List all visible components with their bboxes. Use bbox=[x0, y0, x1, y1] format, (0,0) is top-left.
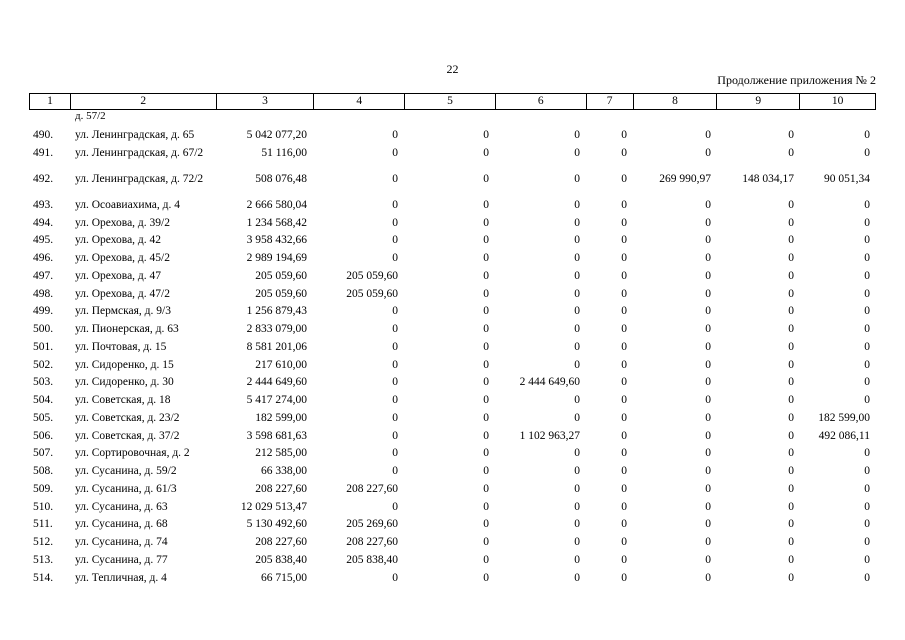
row-number: 501. bbox=[33, 340, 54, 353]
cell-c4: 0 bbox=[392, 447, 398, 460]
cell-c3: 66 338,00 bbox=[261, 465, 307, 477]
cell-c10: 0 bbox=[864, 536, 870, 548]
cell-c5: 0 bbox=[483, 518, 489, 531]
cell-c4: 205 838,40 bbox=[346, 553, 398, 566]
row-address: ул. Орехова, д. 45/2 bbox=[75, 252, 170, 264]
column-header: 8 bbox=[633, 94, 717, 109]
cell-c3: 205 059,60 bbox=[255, 269, 307, 282]
cell-c5: 0 bbox=[483, 323, 489, 335]
cell-c3: 51 116,00 bbox=[261, 146, 307, 159]
cell-c6: 0 bbox=[574, 252, 580, 264]
row-number: 513. bbox=[33, 553, 54, 566]
cell-c7: 0 bbox=[621, 571, 627, 584]
cell-c8: 0 bbox=[705, 323, 711, 335]
cell-c9: 0 bbox=[788, 340, 794, 353]
cell-c4: 0 bbox=[392, 394, 398, 406]
cell-c4: 0 bbox=[392, 500, 398, 513]
column-header: 5 bbox=[404, 94, 495, 109]
cell-c6: 0 bbox=[574, 146, 580, 159]
row-address: ул. Орехова, д. 47/2 bbox=[75, 287, 170, 300]
cell-c10: 0 bbox=[864, 129, 870, 141]
cell-c9: 0 bbox=[788, 198, 794, 211]
cell-c9: 0 bbox=[788, 394, 794, 406]
cell-c5: 0 bbox=[483, 216, 489, 229]
column-header: 7 bbox=[586, 94, 633, 109]
cell-c5: 0 bbox=[483, 146, 489, 159]
cell-c4: 205 059,60 bbox=[346, 287, 398, 300]
cell-c8: 0 bbox=[705, 287, 711, 300]
cell-c9: 0 bbox=[788, 358, 794, 371]
cell-c5: 0 bbox=[483, 198, 489, 211]
cell-c6: 0 bbox=[574, 500, 580, 513]
cell-c4: 205 269,60 bbox=[346, 518, 398, 531]
table-row bbox=[29, 447, 876, 465]
cell-c10: 0 bbox=[864, 252, 870, 264]
cell-c7: 0 bbox=[621, 252, 627, 264]
cell-c3: 205 838,40 bbox=[255, 553, 307, 566]
cell-c10: 0 bbox=[864, 571, 870, 584]
cell-c6: 0 bbox=[574, 358, 580, 371]
row-address: ул. Сусанина, д. 59/2 bbox=[75, 465, 177, 477]
cell-c7: 0 bbox=[621, 411, 627, 424]
row-address: ул. Тепличная, д. 4 bbox=[75, 571, 167, 584]
cell-c5: 0 bbox=[483, 269, 489, 282]
cell-c5: 0 bbox=[483, 340, 489, 353]
table-row bbox=[29, 129, 876, 147]
cell-c9: 0 bbox=[788, 323, 794, 335]
cell-c4: 0 bbox=[392, 146, 398, 159]
cell-c4: 0 bbox=[392, 376, 398, 389]
cell-c3: 66 715,00 bbox=[261, 571, 307, 584]
cell-c6: 0 bbox=[574, 340, 580, 353]
cell-c8: 0 bbox=[705, 376, 711, 389]
cell-c8: 269 990,97 bbox=[659, 172, 711, 185]
table-row bbox=[29, 394, 876, 412]
row-address: ул. Почтовая, д. 15 bbox=[75, 340, 167, 353]
cell-c9: 0 bbox=[788, 376, 794, 389]
cell-c10: 0 bbox=[864, 358, 870, 371]
cell-c4: 0 bbox=[392, 252, 398, 264]
cell-c5: 0 bbox=[483, 571, 489, 584]
table-body bbox=[29, 129, 876, 589]
row-number: 492. bbox=[33, 172, 54, 185]
row-address: ул. Ленинградская, д. 65 bbox=[75, 129, 195, 141]
row-address: ул. Сусанина, д. 68 bbox=[75, 518, 168, 531]
row-address: ул. Орехова, д. 39/2 bbox=[75, 216, 170, 229]
cell-c8: 0 bbox=[705, 411, 711, 424]
cell-c10: 0 bbox=[864, 465, 870, 477]
cell-c5: 0 bbox=[483, 358, 489, 371]
table-row bbox=[29, 199, 876, 217]
cell-c3: 182 599,00 bbox=[255, 411, 307, 424]
page-number: 22 bbox=[446, 62, 459, 76]
cell-c7: 0 bbox=[621, 376, 627, 389]
column-header: 1 bbox=[47, 95, 53, 107]
cell-c3: 208 227,60 bbox=[255, 536, 307, 548]
cell-c8: 0 bbox=[705, 216, 711, 229]
cell-c5: 0 bbox=[483, 305, 489, 318]
cell-c4: 205 059,60 bbox=[346, 269, 398, 282]
cell-c3: 208 227,60 bbox=[255, 482, 307, 495]
cell-c7: 0 bbox=[621, 216, 627, 229]
row-number: 499. bbox=[33, 305, 54, 318]
cell-c3: 205 059,60 bbox=[255, 287, 307, 300]
cell-c4: 0 bbox=[392, 323, 398, 335]
cell-c3: 217 610,00 bbox=[255, 358, 307, 371]
cell-c9: 0 bbox=[788, 287, 794, 300]
cell-c8: 0 bbox=[705, 234, 711, 247]
table-row bbox=[29, 518, 876, 536]
cell-c8: 0 bbox=[705, 571, 711, 584]
cell-c10: 0 bbox=[864, 500, 870, 513]
row-number: 500. bbox=[33, 323, 54, 335]
cell-c6: 0 bbox=[574, 234, 580, 247]
cell-c7: 0 bbox=[621, 146, 627, 159]
cell-c3: 5 130 492,60 bbox=[246, 518, 307, 531]
cell-c10: 90 051,34 bbox=[824, 172, 870, 185]
cell-c5: 0 bbox=[483, 129, 489, 141]
cell-c4: 0 bbox=[392, 129, 398, 141]
cell-c9: 0 bbox=[788, 518, 794, 531]
row-address: ул. Ленинградская, д. 67/2 bbox=[75, 146, 204, 159]
table-row bbox=[29, 270, 876, 288]
cell-c3: 8 581 201,06 bbox=[246, 340, 307, 353]
cell-c9: 0 bbox=[788, 411, 794, 424]
carry-over-text: д. 57/2 bbox=[75, 110, 106, 122]
cell-c6: 0 bbox=[574, 553, 580, 566]
table-row bbox=[29, 173, 876, 199]
row-number: 498. bbox=[33, 287, 54, 300]
table-row bbox=[29, 465, 876, 483]
row-address: ул. Сидоренко, д. 30 bbox=[75, 376, 174, 389]
cell-c4: 0 bbox=[392, 234, 398, 247]
cell-c6: 0 bbox=[574, 518, 580, 531]
cell-c7: 0 bbox=[621, 323, 627, 335]
cell-c8: 0 bbox=[705, 553, 711, 566]
cell-c7: 0 bbox=[621, 500, 627, 513]
cell-c3: 2 989 194,69 bbox=[246, 252, 307, 264]
cell-c4: 0 bbox=[392, 198, 398, 211]
row-number: 514. bbox=[33, 571, 54, 584]
table-row bbox=[29, 341, 876, 359]
cell-c9: 0 bbox=[788, 571, 794, 584]
cell-c8: 0 bbox=[705, 146, 711, 159]
cell-c8: 0 bbox=[705, 536, 711, 548]
cell-c5: 0 bbox=[483, 172, 489, 185]
continuation-label: Продолжение приложения № 2 bbox=[717, 73, 876, 87]
cell-c6: 0 bbox=[574, 465, 580, 477]
cell-c3: 3 958 432,66 bbox=[246, 234, 307, 247]
table-row bbox=[29, 554, 876, 572]
cell-c6: 0 bbox=[574, 305, 580, 318]
row-number: 494. bbox=[33, 216, 54, 229]
cell-c7: 0 bbox=[621, 536, 627, 548]
row-address: ул. Орехова, д. 42 bbox=[75, 234, 162, 247]
column-header: 9 bbox=[716, 94, 799, 109]
cell-c10: 0 bbox=[864, 146, 870, 159]
cell-c5: 0 bbox=[483, 411, 489, 424]
table-row bbox=[29, 252, 876, 270]
row-address: ул. Пионерская, д. 63 bbox=[75, 323, 179, 335]
cell-c3: 5 042 077,20 bbox=[246, 129, 307, 141]
cell-c4: 208 227,60 bbox=[346, 536, 398, 548]
row-number: 493. bbox=[33, 198, 54, 211]
cell-c8: 0 bbox=[705, 447, 711, 460]
cell-c4: 0 bbox=[392, 216, 398, 229]
cell-c7: 0 bbox=[621, 172, 627, 185]
row-number: 495. bbox=[33, 234, 54, 247]
cell-c7: 0 bbox=[621, 287, 627, 300]
cell-c10: 0 bbox=[864, 482, 870, 495]
cell-c9: 0 bbox=[788, 305, 794, 318]
cell-c5: 0 bbox=[483, 465, 489, 477]
cell-c6: 0 bbox=[574, 394, 580, 406]
row-number: 491. bbox=[33, 146, 54, 159]
row-number: 511. bbox=[33, 518, 53, 531]
cell-c5: 0 bbox=[483, 447, 489, 460]
cell-c5: 0 bbox=[483, 482, 489, 495]
cell-c7: 0 bbox=[621, 447, 627, 460]
cell-c6: 0 bbox=[574, 269, 580, 282]
cell-c9: 0 bbox=[788, 269, 794, 282]
cell-c7: 0 bbox=[621, 518, 627, 531]
cell-c9: 148 034,17 bbox=[742, 172, 794, 185]
cell-c7: 0 bbox=[621, 429, 627, 442]
cell-c6: 0 bbox=[574, 172, 580, 185]
cell-c10: 492 086,11 bbox=[818, 429, 870, 442]
cell-c3: 2 444 649,60 bbox=[246, 376, 307, 389]
row-number: 506. bbox=[33, 429, 54, 442]
table-row bbox=[29, 376, 876, 394]
row-address: ул. Сусанина, д. 74 bbox=[75, 536, 168, 548]
column-header: 10 bbox=[799, 94, 875, 109]
cell-c6: 0 bbox=[574, 482, 580, 495]
cell-c5: 0 bbox=[483, 394, 489, 406]
row-address: ул. Осоавиахима, д. 4 bbox=[75, 198, 180, 211]
cell-c8: 0 bbox=[705, 482, 711, 495]
cell-c8: 0 bbox=[705, 340, 711, 353]
cell-c10: 182 599,00 bbox=[818, 411, 870, 424]
row-address: ул. Сусанина, д. 61/3 bbox=[75, 482, 177, 495]
row-address: ул. Ленинградская, д. 72/2 bbox=[75, 172, 204, 185]
row-address: ул. Пермская, д. 9/3 bbox=[75, 305, 171, 318]
row-number: 497. bbox=[33, 269, 54, 282]
cell-c9: 0 bbox=[788, 553, 794, 566]
cell-c7: 0 bbox=[621, 269, 627, 282]
row-number: 496. bbox=[33, 252, 54, 264]
table-header bbox=[29, 93, 876, 110]
cell-c3: 5 417 274,00 bbox=[246, 394, 307, 406]
column-header: 2 bbox=[70, 94, 216, 109]
row-number: 512. bbox=[33, 536, 54, 548]
cell-c3: 508 076,48 bbox=[255, 172, 307, 185]
cell-c9: 0 bbox=[788, 252, 794, 264]
cell-c9: 0 bbox=[788, 146, 794, 159]
column-header: 4 bbox=[313, 94, 404, 109]
table-row bbox=[29, 217, 876, 235]
cell-c5: 0 bbox=[483, 536, 489, 548]
cell-c4: 0 bbox=[392, 340, 398, 353]
table-row bbox=[29, 359, 876, 377]
cell-c7: 0 bbox=[621, 305, 627, 318]
cell-c3: 1 256 879,43 bbox=[246, 305, 307, 318]
cell-c3: 12 029 513,47 bbox=[240, 500, 307, 513]
cell-c4: 0 bbox=[392, 305, 398, 318]
cell-c7: 0 bbox=[621, 234, 627, 247]
cell-c9: 0 bbox=[788, 465, 794, 477]
table-row bbox=[29, 572, 876, 590]
column-header: 6 bbox=[495, 94, 586, 109]
cell-c7: 0 bbox=[621, 358, 627, 371]
cell-c6: 0 bbox=[574, 198, 580, 211]
cell-c8: 0 bbox=[705, 305, 711, 318]
cell-c6: 0 bbox=[574, 571, 580, 584]
cell-c4: 0 bbox=[392, 429, 398, 442]
row-number: 507. bbox=[33, 447, 54, 460]
table-row bbox=[29, 147, 876, 173]
cell-c6: 0 bbox=[574, 323, 580, 335]
cell-c10: 0 bbox=[864, 518, 870, 531]
cell-c6: 0 bbox=[574, 129, 580, 141]
row-address: ул. Сидоренко, д. 15 bbox=[75, 358, 174, 371]
cell-c10: 0 bbox=[864, 376, 870, 389]
cell-c10: 0 bbox=[864, 447, 870, 460]
cell-c9: 0 bbox=[788, 216, 794, 229]
cell-c10: 0 bbox=[864, 269, 870, 282]
cell-c6: 0 bbox=[574, 216, 580, 229]
cell-c7: 0 bbox=[621, 465, 627, 477]
cell-c10: 0 bbox=[864, 198, 870, 211]
cell-c10: 0 bbox=[864, 305, 870, 318]
row-number: 505. bbox=[33, 411, 54, 424]
row-number: 509. bbox=[33, 482, 54, 495]
cell-c4: 0 bbox=[392, 358, 398, 371]
cell-c8: 0 bbox=[705, 198, 711, 211]
row-address: ул. Сусанина, д. 63 bbox=[75, 500, 168, 513]
row-number: 490. bbox=[33, 129, 54, 141]
cell-c3: 2 666 580,04 bbox=[246, 198, 307, 211]
table-row bbox=[29, 536, 876, 554]
row-address: ул. Советская, д. 37/2 bbox=[75, 429, 180, 442]
table-row bbox=[29, 323, 876, 341]
cell-c4: 208 227,60 bbox=[346, 482, 398, 495]
table-row bbox=[29, 430, 876, 448]
table-row bbox=[29, 234, 876, 252]
cell-c3: 1 234 568,42 bbox=[246, 216, 307, 229]
cell-c8: 0 bbox=[705, 500, 711, 513]
cell-c10: 0 bbox=[864, 323, 870, 335]
cell-c6: 0 bbox=[574, 287, 580, 300]
cell-c6: 0 bbox=[574, 536, 580, 548]
cell-c10: 0 bbox=[864, 394, 870, 406]
cell-c8: 0 bbox=[705, 129, 711, 141]
row-number: 510. bbox=[33, 500, 54, 513]
row-number: 508. bbox=[33, 465, 54, 477]
cell-c5: 0 bbox=[483, 376, 489, 389]
cell-c8: 0 bbox=[705, 358, 711, 371]
cell-c7: 0 bbox=[621, 340, 627, 353]
cell-c4: 0 bbox=[392, 571, 398, 584]
table-row bbox=[29, 288, 876, 306]
column-header: 3 bbox=[216, 94, 314, 109]
cell-c7: 0 bbox=[621, 129, 627, 141]
row-number: 502. bbox=[33, 358, 54, 371]
cell-c10: 0 bbox=[864, 216, 870, 229]
cell-c8: 0 bbox=[705, 429, 711, 442]
cell-c5: 0 bbox=[483, 234, 489, 247]
cell-c9: 0 bbox=[788, 536, 794, 548]
cell-c4: 0 bbox=[392, 465, 398, 477]
cell-c4: 0 bbox=[392, 411, 398, 424]
cell-c6: 1 102 963,27 bbox=[519, 429, 580, 442]
cell-c9: 0 bbox=[788, 482, 794, 495]
table-row bbox=[29, 412, 876, 430]
row-address: ул. Сусанина, д. 77 bbox=[75, 553, 168, 566]
cell-c7: 0 bbox=[621, 482, 627, 495]
cell-c9: 0 bbox=[788, 234, 794, 247]
row-number: 504. bbox=[33, 394, 54, 406]
cell-c4: 0 bbox=[392, 172, 398, 185]
cell-c9: 0 bbox=[788, 447, 794, 460]
cell-c3: 2 833 079,00 bbox=[246, 323, 307, 335]
cell-c10: 0 bbox=[864, 234, 870, 247]
row-address: ул. Советская, д. 18 bbox=[75, 394, 171, 406]
cell-c5: 0 bbox=[483, 252, 489, 264]
cell-c5: 0 bbox=[483, 429, 489, 442]
cell-c6: 0 bbox=[574, 411, 580, 424]
cell-c10: 0 bbox=[864, 553, 870, 566]
table-row bbox=[29, 305, 876, 323]
cell-c9: 0 bbox=[788, 129, 794, 141]
cell-c6: 0 bbox=[574, 447, 580, 460]
cell-c5: 0 bbox=[483, 500, 489, 513]
cell-c8: 0 bbox=[705, 518, 711, 531]
cell-c9: 0 bbox=[788, 429, 794, 442]
cell-c8: 0 bbox=[705, 252, 711, 264]
cell-c8: 0 bbox=[705, 394, 711, 406]
table-row bbox=[29, 501, 876, 519]
row-number: 503. bbox=[33, 376, 54, 389]
cell-c7: 0 bbox=[621, 394, 627, 406]
cell-c5: 0 bbox=[483, 287, 489, 300]
cell-c9: 0 bbox=[788, 500, 794, 513]
cell-c8: 0 bbox=[705, 269, 711, 282]
cell-c8: 0 bbox=[705, 465, 711, 477]
cell-c7: 0 bbox=[621, 553, 627, 566]
cell-c10: 0 bbox=[864, 287, 870, 300]
cell-c3: 3 598 681,63 bbox=[246, 429, 307, 442]
cell-c3: 212 585,00 bbox=[255, 447, 307, 460]
cell-c5: 0 bbox=[483, 553, 489, 566]
cell-c6: 2 444 649,60 bbox=[519, 376, 580, 389]
table-row bbox=[29, 483, 876, 501]
row-address: ул. Орехова, д. 47 bbox=[75, 269, 162, 282]
row-address: ул. Сортировочная, д. 2 bbox=[75, 447, 190, 460]
cell-c10: 0 bbox=[864, 340, 870, 353]
cell-c7: 0 bbox=[621, 198, 627, 211]
row-address: ул. Советская, д. 23/2 bbox=[75, 411, 180, 424]
